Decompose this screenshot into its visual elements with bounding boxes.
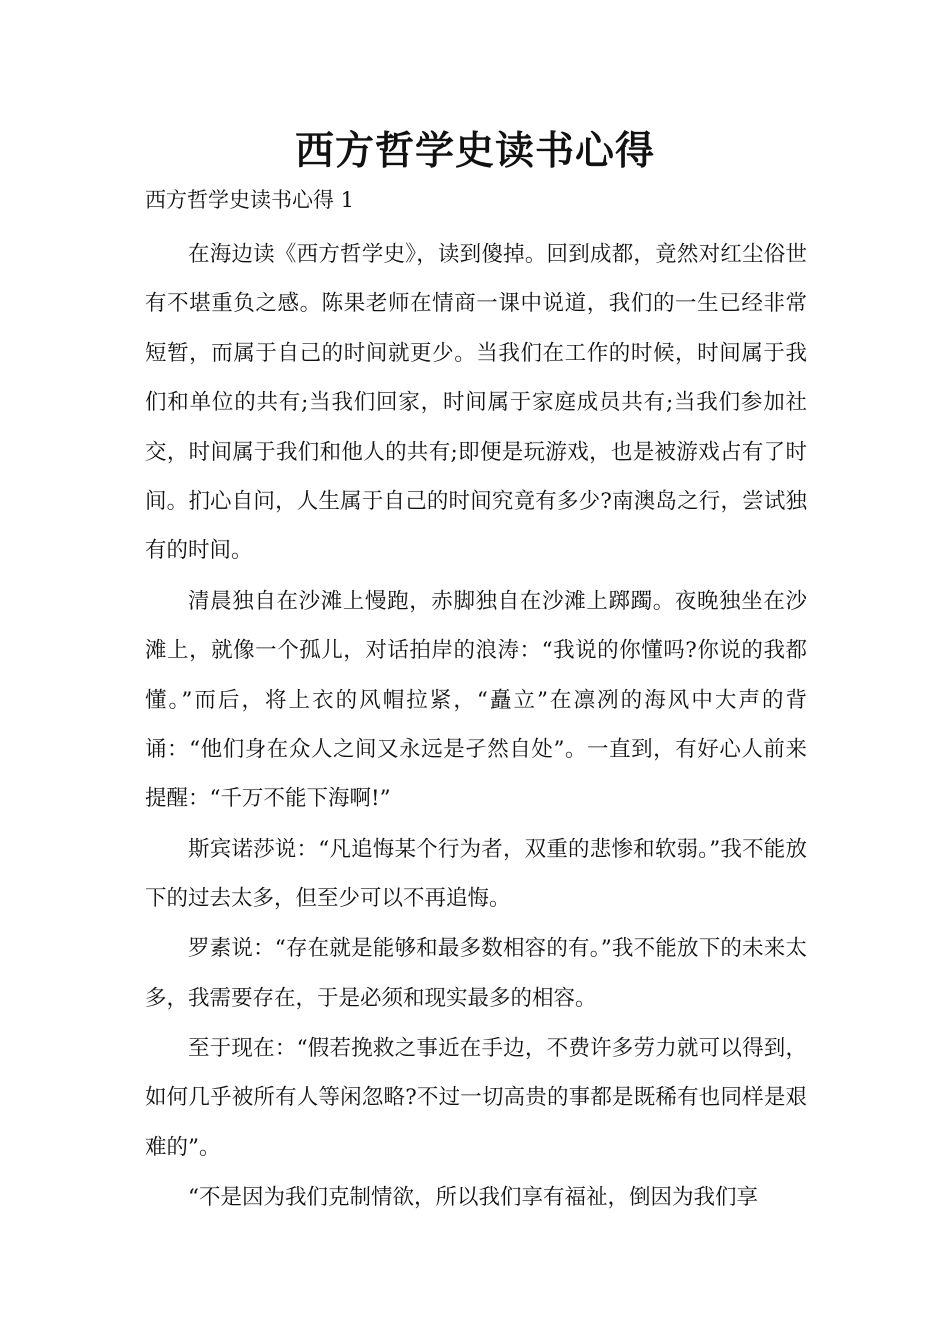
document-title: 西方哲学史读书心得 — [294, 129, 655, 174]
paragraph: 罗素说：“存在就是能够和最多数相容的有。”我不能放下的未来太多，我需要存在，于是必须和现实最多的相容。 — [145, 936, 807, 1011]
paragraph: 清晨独自在沙滩上慢跑，赤脚独自在沙滩上踯躅。夜晚独坐在沙滩上，就像一个孤儿，对话拍岸的浪涛：“我说的你懂吗?你说的我都懂。”而后，将上衣的风帽拉紧，“矗立”在凛冽的海风中大声的背诵：“他们身在众人之间又永远是孑然自处”。一直到，有好心人前来提醒：“千万不能下海啊!” — [145, 588, 807, 812]
paragraph: 在海边读《西方哲学史》，读到傻掉。回到成都，竟然对红尘俗世有不堪重负之感。陈果老师在情商一课中说道，我们的一生已经非常短暂，而属于自己的时间就更少。当我们在工作的时候，时间属于我们和单位的共有;当我们回家，时间属于家庭成员共有;当我们参加社交，时间属于我们和他人的共有;即便是玩游戏，也是被游戏占有了时间。扪心自问，人生属于自己的时间究竟有多少?南澳岛之行，尝试独有的时间。 — [145, 242, 807, 564]
paragraph: “不是因为我们克制情欲，所以我们享有福祉，倒因为我们享 — [188, 1185, 758, 1211]
document-body — [145, 230, 807, 1223]
section-heading: 西方哲学史读书心得 1 — [145, 188, 355, 212]
paragraph: 斯宾诺莎说：“凡追悔某个行为者，双重的悲惨和软弱。”我不能放下的过去太多，但至少可以不再追悔。 — [145, 836, 807, 912]
paragraph: 至于现在：“假若挽救之事近在手边，不费许多劳力就可以得到，如何几乎被所有人等闲忽略?不过一切高贵的事都是既稀有也同样是艰难的”。 — [145, 1036, 807, 1160]
